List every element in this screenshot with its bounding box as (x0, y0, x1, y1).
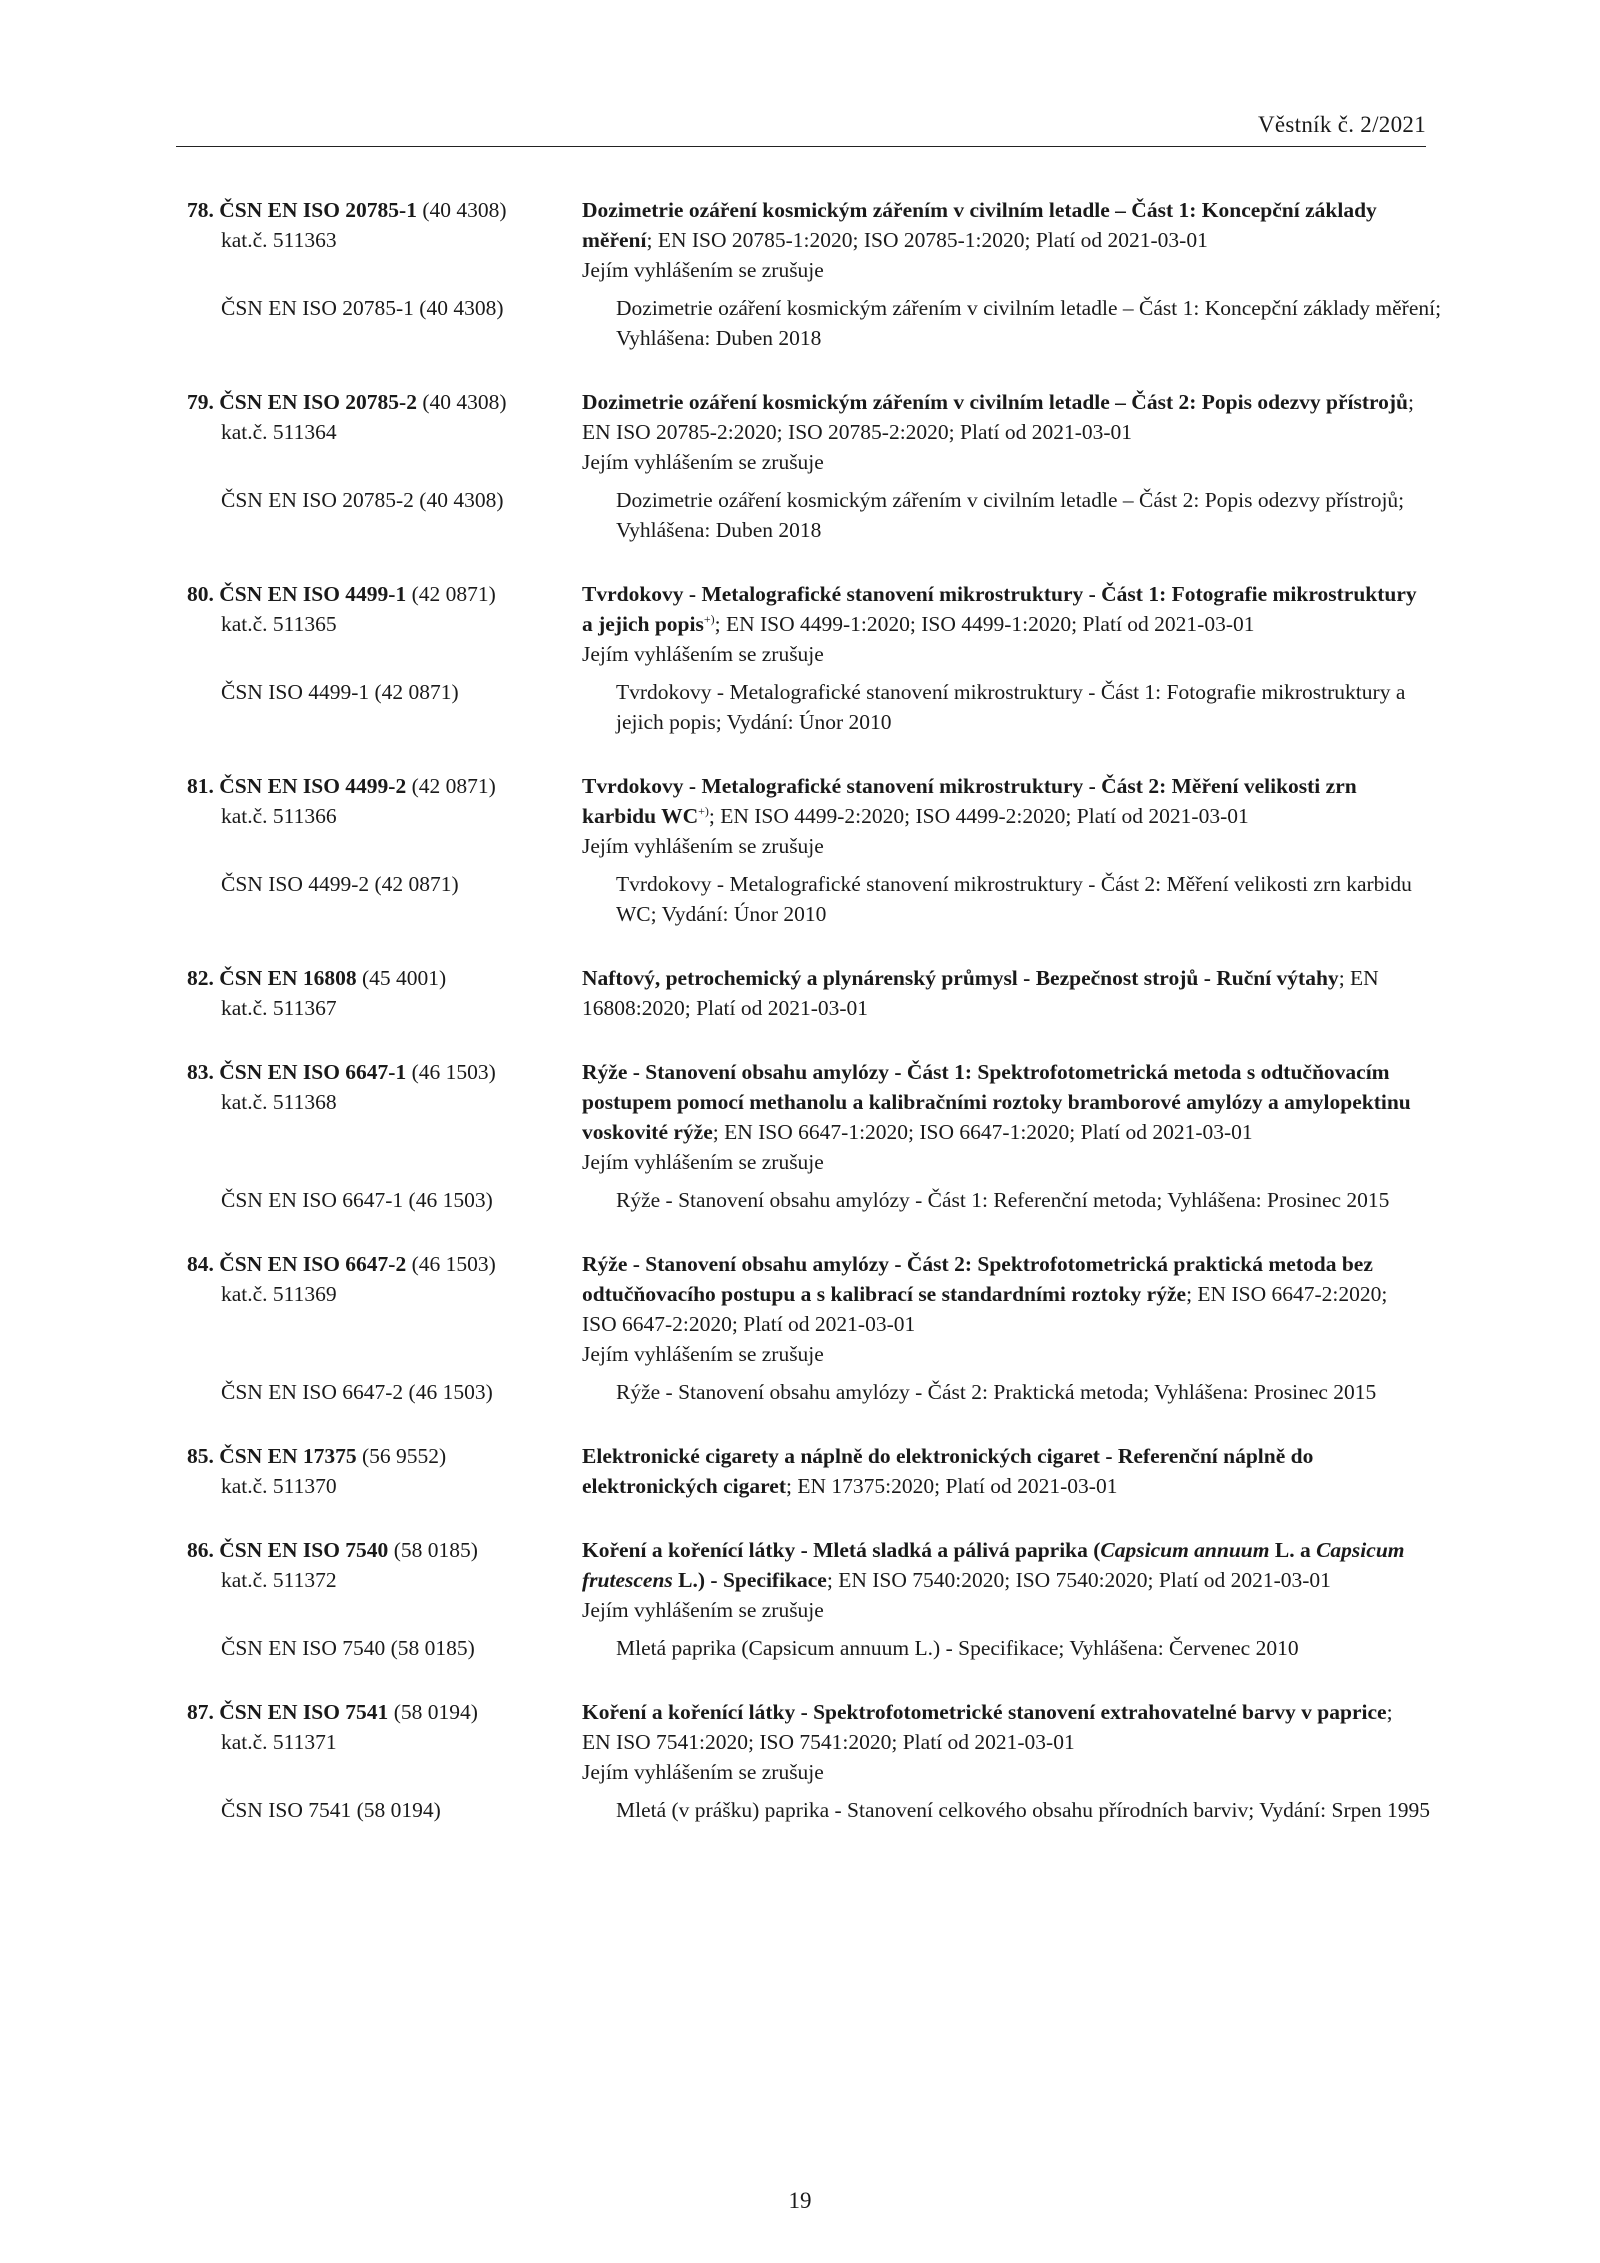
standard-code: ČSN EN 16808 (219, 966, 357, 990)
standard-entry (187, 1249, 1437, 1407)
replaced-standard-code: ČSN ISO 4499-1 (42 0871) (221, 680, 459, 704)
entry-main-row (187, 771, 1437, 861)
standard-details: ; EN ISO 4499-1:2020; ISO 4499-1:2020; Platí od 2021-03-01 (714, 612, 1255, 636)
standard-code: ČSN EN ISO 7540 (219, 1538, 389, 1562)
entry-number: 83. (187, 1060, 214, 1084)
standard-details: ; EN ISO 20785-1:2020; ISO 20785-1:2020; Platí od 2021-03-01 (646, 228, 1208, 252)
footnote-marker: +) (698, 803, 709, 818)
replaced-standard-row (187, 1795, 1437, 1825)
catalog-number: kat.č. 511367 (221, 996, 337, 1020)
catalog-number: kat.č. 511365 (221, 612, 337, 636)
standard-code: ČSN EN ISO 6647-2 (219, 1252, 407, 1276)
standard-title-line (582, 387, 1422, 447)
replaced-standard-code: ČSN EN ISO 6647-2 (46 1503) (221, 1380, 493, 1404)
entry-number: 80. (187, 582, 214, 606)
page-header (176, 112, 1426, 147)
standard-entry (187, 1697, 1437, 1825)
standard-title: Koření a kořenící látky - Spektrofotometrické stanovení extrahovatelné barvy v paprice (582, 1700, 1387, 1724)
catalog-number: kat.č. 511371 (221, 1730, 337, 1754)
replaced-standard-description: Rýže - Stanovení obsahu amylózy - Část 1: Referenční metoda; Vyhlášena: Prosinec 2015 (616, 1188, 1390, 1212)
classification-number: (45 4001) (362, 966, 447, 990)
classification-number: (56 9552) (362, 1444, 447, 1468)
standard-details: ; EN ISO 20785-2:2020; ISO 20785-2:2020; Platí od 2021-03-01 (582, 390, 1415, 444)
entry-identifier (187, 1697, 582, 1787)
replaced-standard-row (187, 1633, 1437, 1663)
page-number: 19 (788, 2188, 812, 2213)
entry-number: 81. (187, 774, 214, 798)
entry-main-row (187, 1249, 1437, 1369)
catalog-number: kat.č. 511369 (221, 1282, 337, 1306)
standard-title: Elektronické cigarety a náplně do elektronických cigaret - Referenční náplně do elektronických cigaret (582, 1444, 1314, 1498)
standard-code: ČSN EN 17375 (219, 1444, 357, 1468)
standard-title: Rýže - Stanovení obsahu amylózy - Část 1: Spektrofotometrická metoda s odtučňovacím postupem pomocí methanolu a kalibračními roztoky bramborové amylózy a amylopektinu voskovité rýže (582, 1060, 1411, 1144)
entry-number: 82. (187, 966, 214, 990)
standard-details: ; EN ISO 4499-2:2020; ISO 4499-2:2020; Platí od 2021-03-01 (708, 804, 1249, 828)
entry-code-line (187, 579, 582, 609)
standard-title-line (582, 579, 1422, 639)
entry-number: 79. (187, 390, 214, 414)
standard-code: ČSN EN ISO 6647-1 (219, 1060, 407, 1084)
replaced-standard-code: ČSN EN ISO 7540 (58 0185) (221, 1636, 475, 1660)
standard-title: Naftový, petrochemický a plynárenský průmysl - Bezpečnost strojů - Ruční výtahy (582, 966, 1339, 990)
entry-main-row (187, 1697, 1437, 1787)
replaced-standard-description: Tvrdokovy - Metalografické stanovení mikrostruktury - Část 2: Měření velikosti zrn karbidu WC; Vydání: Únor 2010 (616, 872, 1412, 926)
entry-identifier (187, 771, 582, 861)
replaced-standard-row (187, 1185, 1437, 1215)
standard-code: ČSN EN ISO 4499-2 (219, 774, 407, 798)
catalog-number: kat.č. 511370 (221, 1474, 337, 1498)
entry-description (582, 1441, 1422, 1501)
replaced-standard-code: ČSN ISO 4499-2 (42 0871) (221, 872, 459, 896)
entry-code-line (187, 1441, 582, 1471)
title-part: L. a (1269, 1538, 1317, 1562)
classification-number: (42 0871) (411, 582, 496, 606)
classification-number: (58 0185) (393, 1538, 478, 1562)
entry-identifier (187, 387, 582, 477)
entry-description (582, 579, 1422, 669)
standard-entry (187, 1057, 1437, 1215)
catalog-number: kat.č. 511368 (221, 1090, 337, 1114)
replaced-standard-description: Mletá paprika (Capsicum annuum L.) - Specifikace; Vyhlášena: Červenec 2010 (616, 1636, 1299, 1660)
standard-details: ; EN 16808:2020; Platí od 2021-03-01 (582, 966, 1379, 1020)
classification-number: (40 4308) (422, 390, 507, 414)
standard-entry (187, 771, 1437, 929)
entry-code-line (187, 1697, 582, 1727)
standard-code: ČSN EN ISO 20785-1 (219, 198, 417, 222)
standard-details: ; EN ISO 6647-2:2020; ISO 6647-2:2020; Platí od 2021-03-01 (582, 1282, 1388, 1336)
standard-details: ; EN ISO 7541:2020; ISO 7541:2020; Platí od 2021-03-01 (582, 1700, 1393, 1754)
entry-description (582, 387, 1422, 477)
replaced-standard-description: Rýže - Stanovení obsahu amylózy - Část 2: Praktická metoda; Vyhlášena: Prosinec 2015 (616, 1380, 1377, 1404)
replaced-standard-description: Dozimetrie ozáření kosmickým zářením v civilním letadle – Část 1: Koncepční základy měření; Vyhlášena: Duben 2018 (616, 296, 1442, 350)
catalog-number: kat.č. 511366 (221, 804, 337, 828)
standard-title-line (582, 771, 1422, 831)
entry-description (582, 771, 1422, 861)
entry-number: 78. (187, 198, 214, 222)
entry-main-row (187, 1535, 1437, 1625)
replaced-standard-code: ČSN EN ISO 20785-1 (40 4308) (221, 296, 504, 320)
entry-main-row (187, 387, 1437, 477)
standard-title: Rýže - Stanovení obsahu amylózy - Část 2: Spektrofotometrická praktická metoda bez odtučňovacího postupu a s kalibrací se standardními roztoky rýže (582, 1252, 1373, 1306)
entry-description (582, 963, 1422, 1023)
title-part: Koření a kořenící látky - Mletá sladká a pálivá paprika ( (582, 1538, 1101, 1562)
entry-number: 84. (187, 1252, 214, 1276)
entry-main-row (187, 195, 1437, 285)
standard-details: ; EN ISO 7540:2020; ISO 7540:2020; Platí od 2021-03-01 (826, 1568, 1331, 1592)
standard-code: ČSN EN ISO 20785-2 (219, 390, 417, 414)
entry-code-line (187, 771, 582, 801)
classification-number: (58 0194) (393, 1700, 478, 1724)
species-name: Capsicum frutescens (582, 1538, 1405, 1592)
classification-number: (42 0871) (411, 774, 496, 798)
entry-description (582, 1249, 1422, 1369)
classification-number: (46 1503) (411, 1252, 496, 1276)
entry-identifier (187, 1249, 582, 1369)
withdrawal-note: Jejím vyhlášením se zrušuje (582, 258, 824, 282)
replaced-standard-row (187, 293, 1442, 353)
withdrawal-note: Jejím vyhlášením se zrušuje (582, 834, 824, 858)
entry-main-row (187, 1441, 1437, 1501)
replaced-standard-row (187, 677, 1437, 737)
entry-identifier (187, 579, 582, 669)
entry-code-line (187, 387, 582, 417)
entry-code-line (187, 1057, 582, 1087)
replaced-standard-description: Dozimetrie ozáření kosmickým zářením v civilním letadle – Část 2: Popis odezvy přístrojů; Vyhlášena: Duben 2018 (616, 488, 1405, 542)
standard-entry (187, 195, 1442, 353)
standards-list (187, 195, 1442, 1859)
entry-number: 86. (187, 1538, 214, 1562)
entry-main-row (187, 579, 1437, 669)
replaced-standard-row (187, 1377, 1437, 1407)
standard-code: ČSN EN ISO 4499-1 (219, 582, 407, 606)
standard-title-line (582, 1441, 1422, 1501)
entry-number: 85. (187, 1444, 214, 1468)
title-part: L.) - Specifikace (672, 1568, 827, 1592)
catalog-number: kat.č. 511372 (221, 1568, 337, 1592)
entry-description (582, 1697, 1422, 1787)
standard-title-line (582, 1697, 1422, 1757)
replaced-standard-code: ČSN EN ISO 20785-2 (40 4308) (221, 488, 504, 512)
entry-code-line (187, 963, 582, 993)
entry-identifier (187, 195, 582, 285)
withdrawal-note: Jejím vyhlášením se zrušuje (582, 642, 824, 666)
standard-entry (187, 1535, 1437, 1663)
entry-description (582, 195, 1422, 285)
standard-entry (187, 387, 1437, 545)
standard-title: Dozimetrie ozáření kosmickým zářením v civilním letadle – Část 1: Koncepční základy měření (582, 198, 1377, 252)
standard-title-line (582, 1249, 1422, 1339)
entry-main-row (187, 1057, 1437, 1177)
standard-entry (187, 963, 1437, 1023)
standard-code: ČSN EN ISO 7541 (219, 1700, 389, 1724)
standard-entry (187, 1441, 1437, 1501)
standard-title-line (582, 1057, 1422, 1147)
standard-details: ; EN ISO 6647-1:2020; ISO 6647-1:2020; Platí od 2021-03-01 (712, 1120, 1253, 1144)
entry-code-line (187, 195, 582, 225)
standard-entry (187, 579, 1437, 737)
catalog-number: kat.č. 511364 (221, 420, 337, 444)
entry-main-row (187, 963, 1437, 1023)
standard-details: ; EN 17375:2020; Platí od 2021-03-01 (786, 1474, 1118, 1498)
footnote-marker: +) (703, 611, 715, 626)
standard-title: Dozimetrie ozáření kosmickým zářením v civilním letadle – Část 2: Popis odezvy přístrojů (582, 390, 1409, 414)
replaced-standard-code: ČSN ISO 7541 (58 0194) (221, 1798, 441, 1822)
replaced-standard-row (187, 485, 1437, 545)
withdrawal-note: Jejím vyhlášením se zrušuje (582, 450, 824, 474)
withdrawal-note: Jejím vyhlášením se zrušuje (582, 1760, 824, 1784)
standard-title-line (582, 1535, 1422, 1595)
entry-identifier (187, 1057, 582, 1177)
withdrawal-note: Jejím vyhlášením se zrušuje (582, 1598, 824, 1622)
standard-title: Tvrdokovy - Metalografické stanovení mikrostruktury - Část 2: Měření velikosti zrn karbidu WC (582, 774, 1357, 828)
entry-code-line (187, 1249, 582, 1279)
standard-title: Tvrdokovy - Metalografické stanovení mikrostruktury - Část 1: Fotografie mikrostruktury a jejich popis (582, 582, 1417, 636)
entry-number: 87. (187, 1700, 214, 1724)
entry-identifier (187, 1535, 582, 1625)
replaced-standard-description: Mletá (v prášku) paprika - Stanovení celkového obsahu přírodních barviv; Vydání: Srpen 1995 (616, 1798, 1431, 1822)
classification-number: (46 1503) (411, 1060, 496, 1084)
catalog-number: kat.č. 511363 (221, 228, 337, 252)
withdrawal-note: Jejím vyhlášením se zrušuje (582, 1150, 824, 1174)
replaced-standard-row (187, 869, 1437, 929)
replaced-standard-code: ČSN EN ISO 6647-1 (46 1503) (221, 1188, 493, 1212)
withdrawal-note: Jejím vyhlášením se zrušuje (582, 1342, 824, 1366)
replaced-standard-description: Tvrdokovy - Metalografické stanovení mikrostruktury - Část 1: Fotografie mikrostruktury a jejich popis; Vydání: Únor 2010 (616, 680, 1406, 734)
classification-number: (40 4308) (422, 198, 507, 222)
entry-code-line (187, 1535, 582, 1565)
entry-identifier (187, 963, 582, 1023)
entry-identifier (187, 1441, 582, 1501)
entry-description (582, 1057, 1422, 1177)
standard-title-line (582, 195, 1422, 255)
entry-description (582, 1535, 1422, 1625)
bulletin-title: Věstník č. 2/2021 (1258, 112, 1426, 137)
standard-title-line (582, 963, 1422, 1023)
species-name: Capsicum annuum (1100, 1538, 1270, 1562)
